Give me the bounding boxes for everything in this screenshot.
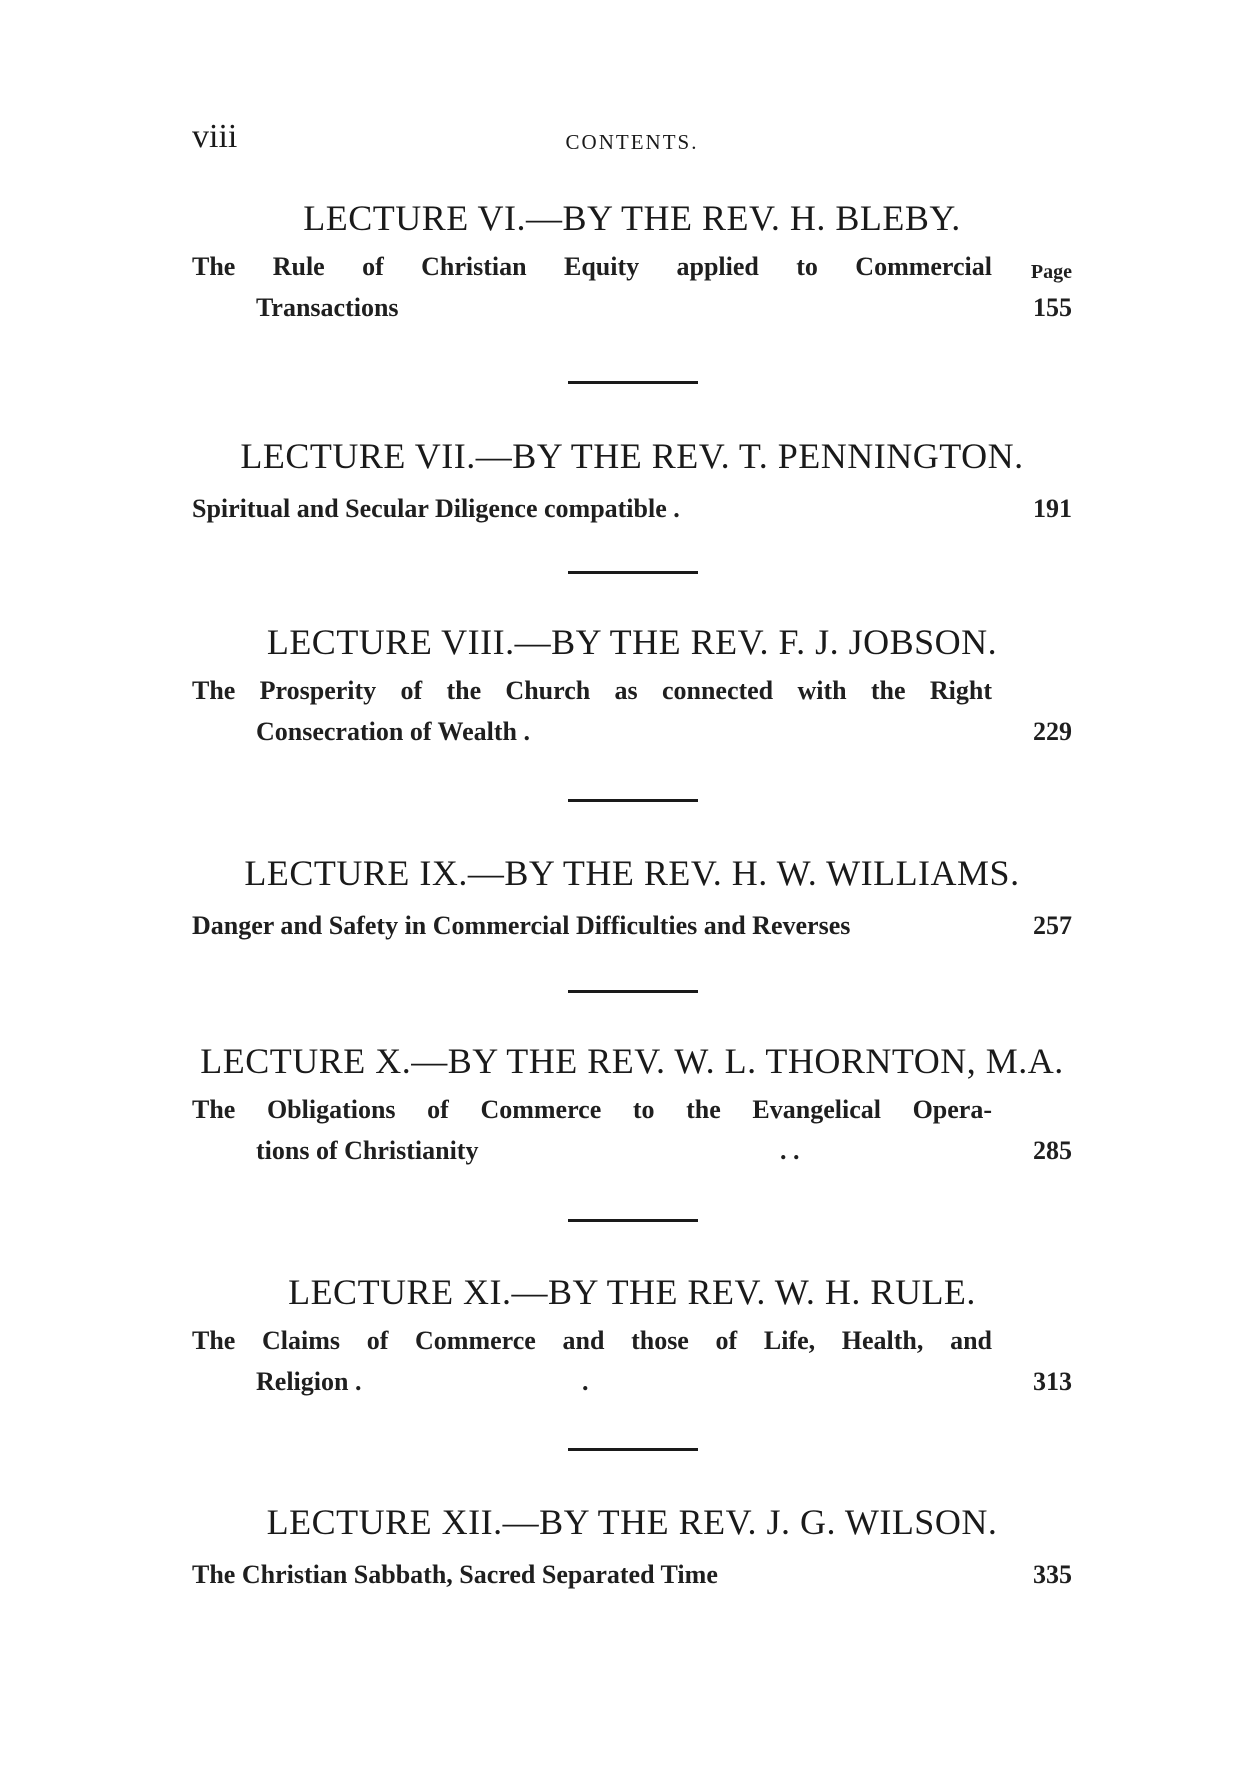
entry-page-number: 257 bbox=[1033, 911, 1072, 940]
section-rule bbox=[568, 990, 698, 993]
toc-entry bbox=[192, 1554, 1072, 1595]
page-column-label: Page bbox=[1030, 261, 1072, 283]
entry-page-number: 229 bbox=[1033, 717, 1072, 746]
entry-title-text: Religion . bbox=[256, 1367, 362, 1396]
lecture-heading: LECTURE IX.—BY THE REV. H. W. WILLIAMS. bbox=[244, 853, 1020, 893]
entry-title-text: tions of Christianity bbox=[256, 1136, 479, 1165]
lecture-heading: LECTURE VIII.—BY THE REV. F. J. JOBSON. bbox=[266, 622, 998, 662]
section-rule bbox=[568, 1219, 698, 1222]
toc-entry bbox=[192, 1320, 1072, 1402]
toc-entry bbox=[192, 246, 1072, 328]
entry-page-number: 285 bbox=[1033, 1136, 1072, 1165]
section-rule bbox=[568, 1448, 698, 1451]
lecture-heading: LECTURE VII.—BY THE REV. T. PENNINGTON. bbox=[240, 436, 1024, 476]
entry-page-number: 335 bbox=[1033, 1560, 1072, 1589]
entry-title-line: The Rule of Christian Equity applied to Commercial bbox=[192, 252, 992, 281]
entry-title-line: The Claims of Commerce and those of Life, Health, and bbox=[192, 1326, 992, 1355]
lecture-vi bbox=[192, 198, 1072, 328]
entry-title-line: Spiritual and Secular Diligence compatible . bbox=[192, 494, 680, 523]
section-rule bbox=[568, 381, 698, 384]
running-head bbox=[192, 118, 1072, 158]
toc-entry bbox=[192, 905, 1072, 946]
entry-page-number: 313 bbox=[1033, 1367, 1072, 1396]
entry-title-continuation bbox=[192, 1361, 1072, 1402]
lecture-ix bbox=[192, 853, 1072, 946]
entry-title-continuation: Transactions bbox=[256, 293, 399, 322]
lecture-xi bbox=[192, 1272, 1072, 1402]
lecture-heading: LECTURE X.—BY THE REV. W. L. THORNTON, M.A. bbox=[200, 1041, 1064, 1081]
lecture-xii bbox=[192, 1502, 1072, 1595]
entry-title-line: The Prosperity of the Church as connected with the Right bbox=[192, 676, 992, 705]
lecture-heading: LECTURE VI.—BY THE REV. H. BLEBY. bbox=[303, 198, 961, 238]
section-rule bbox=[568, 799, 698, 802]
lecture-x bbox=[192, 1041, 1072, 1171]
entry-title-continuation: Consecration of Wealth . bbox=[256, 717, 530, 746]
entry-title-line: The Christian Sabbath, Sacred Separated Time bbox=[192, 1560, 718, 1589]
lecture-heading: LECTURE XI.—BY THE REV. W. H. RULE. bbox=[288, 1272, 976, 1312]
section-rule bbox=[568, 571, 698, 574]
leader-dots: . bbox=[582, 1367, 589, 1396]
toc-entry bbox=[192, 488, 1072, 529]
entry-page-number: 155 bbox=[1033, 293, 1072, 322]
toc-entry bbox=[192, 1089, 1072, 1171]
entry-title-line: Danger and Safety in Commercial Difficulties and Reverses bbox=[192, 911, 851, 940]
lecture-heading: LECTURE XII.—BY THE REV. J. G. WILSON. bbox=[266, 1502, 998, 1542]
page-number: viii bbox=[192, 118, 238, 155]
entry-title-continuation bbox=[192, 1130, 1072, 1171]
lecture-vii bbox=[192, 436, 1072, 529]
entry-title-line: The Obligations of Commerce to the Evangelical Opera- bbox=[192, 1095, 992, 1124]
entry-page-number: 191 bbox=[1033, 494, 1072, 523]
running-title: CONTENTS. bbox=[565, 130, 699, 154]
toc-entry bbox=[192, 670, 1072, 752]
lecture-viii bbox=[192, 622, 1072, 752]
leader-dots: . . bbox=[780, 1136, 800, 1165]
